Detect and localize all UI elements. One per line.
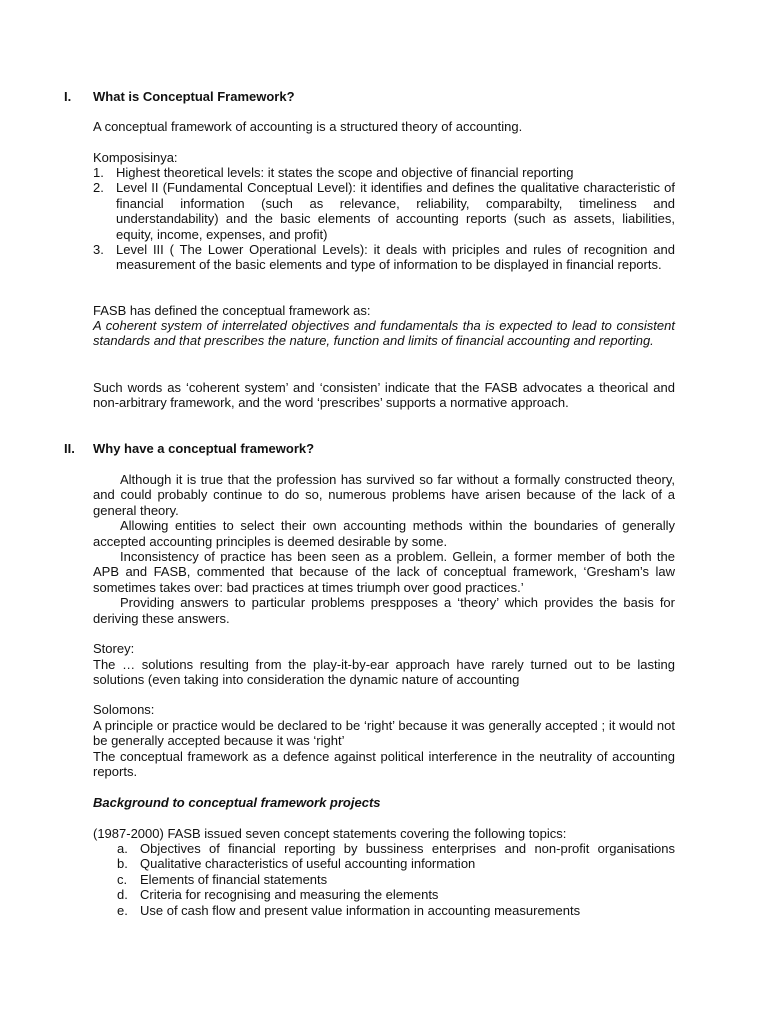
levels-list [93, 165, 675, 273]
topic-letter: c. [117, 871, 128, 887]
solomons-quote: A principle or practice would be declared to be ‘right’ because it was generally accepted ; it would not be generally accepted because it was ‘right’ [93, 718, 675, 749]
solomons-label: Solomons: [93, 702, 155, 717]
why-paragraph: Although it is true that the profession has survived so far without a formally constructed theory, and could probably continue to do so, numerous problems have arisen because of the lack of a general theory. [93, 472, 675, 518]
level-number: 3. [93, 242, 104, 258]
level-text: Highest theoretical levels: it states the scope and objective of financial reporting [116, 165, 574, 180]
level-item [93, 242, 675, 273]
such-words-paragraph: Such words as ‘coherent system’ and ‘consisten’ indicate that the FASB advocates a theorical and non-arbitrary framework, and the word ‘prescribes’ supports a normative approach. [93, 380, 675, 411]
background-heading: Background to conceptual framework projects [93, 795, 381, 810]
level-number: 1. [93, 165, 104, 180]
topic-text: Use of cash flow and present value information in accounting measurements [140, 902, 581, 918]
section-1-title: What is Conceptual Framework? [93, 89, 295, 104]
section-1-number: I. [64, 89, 72, 104]
fasb-issued-text: (1987-2000) FASB issued seven concept statements covering the following topics: [93, 826, 567, 841]
why-paragraph: Allowing entities to select their own accounting methods within the boundaries of generally accepted accounting principles is deemed desirable by some. [93, 518, 675, 549]
level-text: Level II (Fundamental Conceptual Level): it identifies and defines the qualitative characteristic of financial information (such as relevance, reliability, comparabilty, timeliness and understandability) and the basic elements of accounting reports (such as assets, liabilities, equity, income, expenses, and profit) [116, 180, 675, 242]
level-item [93, 165, 675, 180]
topic-item [93, 887, 675, 902]
fasb-intro: FASB has defined the conceptual framework as: [93, 303, 371, 318]
why-paragraph: Inconsistency of practice has been seen as a problem. Gellein, a former member of both the APB and FASB, commented that because of the lack of conceptual framework, ‘Gresham’s law sometimes takes over: bad practices at times triumph over good practices.’ [93, 549, 675, 595]
topic-item [93, 872, 675, 887]
solomons-block [93, 718, 675, 780]
topics-list [93, 841, 675, 918]
topic-text: Objectives of financial reporting by bussiness enterprises and non-profit organisations [140, 841, 675, 856]
fasb-definition: A coherent system of interrelated objectives and fundamentals tha is expected to lead to consistent standards and that prescribes the nature, function and limits of financial accounting and reporting. [93, 318, 675, 349]
topic-text: Qualitative characteristics of useful accounting information [140, 856, 476, 872]
komposisi-label: Komposisinya: [93, 150, 178, 165]
level-text: Level III ( The Lower Operational Levels): it deals with priciples and rules of recognition and measurement of the basic elements and type of information to be displayed in financial reports. [116, 242, 675, 273]
topic-text: Elements of financial statements [140, 871, 328, 887]
section-2-title: Why have a conceptual framework? [93, 441, 315, 456]
storey-quote: The … solutions resulting from the play-it-by-ear approach have rarely turned out to be lasting solutions (even taking into consideration the dynamic nature of accounting [93, 657, 675, 688]
why-paragraphs [93, 472, 675, 626]
topic-letter: b. [117, 856, 128, 872]
topic-item [93, 841, 675, 856]
topic-letter: e. [117, 902, 128, 918]
level-item [93, 180, 675, 242]
level-number: 2. [93, 180, 104, 196]
topic-text: Criteria for recognising and measuring the elements [140, 887, 439, 903]
why-paragraph: Providing answers to particular problems prespposes a ‘theory’ which provides the basis for deriving these answers. [93, 595, 675, 626]
section-2-number: II. [64, 441, 75, 456]
topic-letter: d. [117, 887, 128, 903]
topic-item [93, 856, 675, 871]
topic-item [93, 903, 675, 918]
topic-letter: a. [117, 841, 128, 856]
solomons-defence: The conceptual framework as a defence against political interference in the neutrality of accounting reports. [93, 748, 675, 780]
storey-label: Storey: [93, 641, 135, 656]
section-1-intro: A conceptual framework of accounting is a structured theory of accounting. [93, 119, 523, 134]
